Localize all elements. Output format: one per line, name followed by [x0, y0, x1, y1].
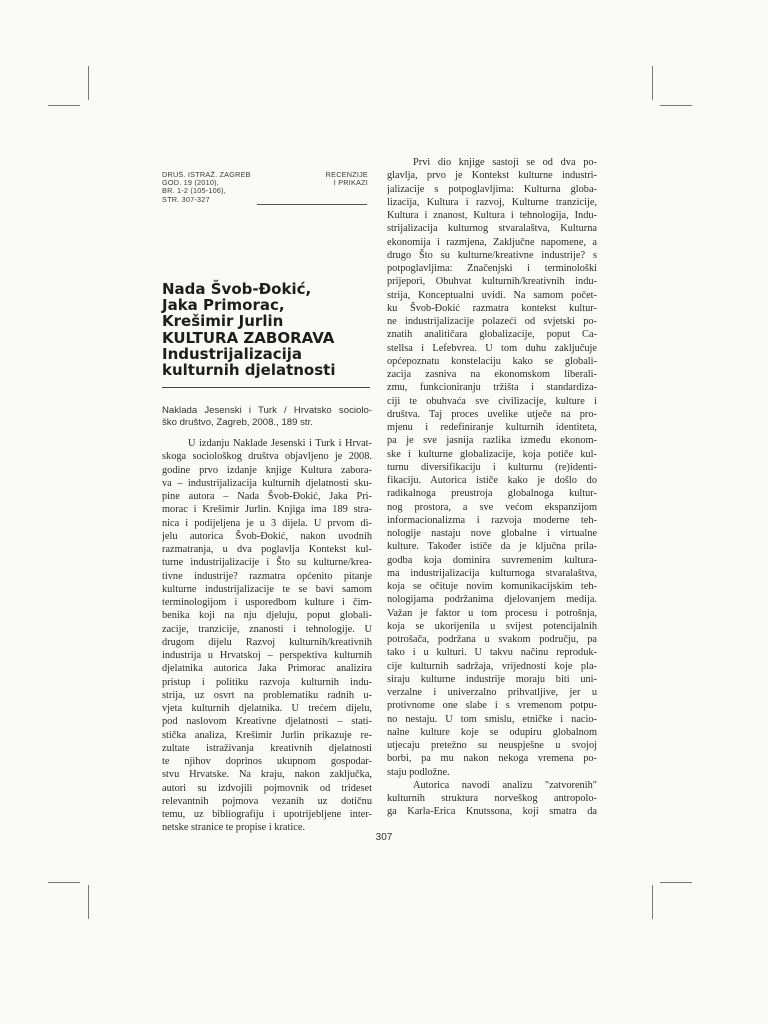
text-line: stvu Hrvatske. Na kraju, nakon zaključka, — [162, 769, 372, 781]
text-line: ku Švob-Đokić razmatra kontekst kultur- — [387, 302, 597, 314]
text-line: terminologijom i usporedbom kulture i čim- — [162, 597, 372, 608]
text-line: verzalne i univerzalno prihvatljive, jer u — [387, 687, 597, 698]
title-line: Jaka Primorac, — [162, 296, 285, 315]
text-line: turnu diversifikaciju i kulturnu (re)identi- — [387, 461, 597, 473]
text-line: potrošača, podržana u svakom području, pa — [387, 634, 597, 645]
text-line: stellsa i Lefebvrea. U tom duhu zaključuje — [387, 342, 597, 354]
text-line: prijepori, Obuhvat kulturnih/kreativnih indu- — [387, 276, 597, 288]
text-line: radikalnoga preustroja globalnoga kultur- — [387, 488, 597, 500]
text-line: staju podložne. — [387, 766, 450, 778]
crop-mark — [48, 882, 80, 883]
text-line: siraju kulturne industrije moraju biti uni- — [387, 673, 597, 685]
text-line: relevantnih pojmova vezanih uz dotičnu — [162, 795, 372, 807]
text-line: koja se očituje novim komunikacijskim teh- — [387, 581, 597, 592]
publication-info — [162, 405, 372, 428]
text-line: morac i Krešimir Jurlin. Knjiga ima 189 stra- — [162, 504, 372, 516]
text-line: znatih analitičara globalizacije, poput Ca- — [387, 329, 597, 341]
text-line: godine prvo izdanje knjige Kultura zabora- — [162, 464, 372, 476]
text-line: zacija zasniva na ekonomskom liberali- — [387, 369, 597, 380]
text-line: ske i kulturne globalizacije, koja potiče kul- — [387, 448, 597, 460]
title-line: Krešimir Jurlin — [162, 312, 284, 331]
text-line: industrija u Hrvatskoj – perspektiva kulturnih — [162, 650, 372, 661]
review-title — [162, 281, 372, 378]
text-line: te njihov doprinos ukupnom gospodar- — [162, 756, 372, 767]
text-line: strija, Konceptualni uvidi. Na samom počet- — [387, 289, 597, 301]
text-line: benika koji na nju djeluju, poput globali- — [162, 610, 372, 622]
title-line: kulturnih djelatnosti — [162, 361, 336, 380]
text-line: ma industrijalizacija kulturnoga stvaralaštva, — [387, 567, 597, 579]
text-line: kulture. Također ističe da je ključna prila- — [387, 541, 597, 553]
text-line: mjenu i redefiniranje kulturnih identiteta, — [387, 422, 597, 433]
journal-info-line: STR. 307-327 — [162, 195, 210, 204]
text-line: turne industrijalizacije i Što su kulturne/krea- — [162, 557, 372, 569]
journal-info — [162, 171, 282, 204]
text-line: ga Karla-Erica Knutssona, koji smatra da — [387, 806, 597, 818]
text-line: nologijama podržanima djelovanjem medija. — [387, 594, 597, 606]
section-label-line: RECENZIJE — [325, 170, 368, 179]
title-line: Nada Švob-Đokić, — [162, 280, 312, 298]
text-line: općepoznatu konstelaciju kako se globali- — [387, 355, 597, 367]
text-line: pristup i politiku razvoja kulturnih indu- — [162, 676, 372, 688]
text-line: ekonomija i razmjena, Zaključne napomene, a — [387, 236, 597, 248]
text-line: jalizacije s potpoglavljima: Kulturna globa- — [387, 183, 597, 195]
text-line: drugom dijelu Razvoj kulturnih/kreativnih — [162, 636, 372, 648]
text-line: ne industrijalizacije polazeći od svjetski po- — [387, 316, 597, 327]
text-line: jelu autorica Švob-Đokić, nakon uvodnih — [162, 530, 372, 542]
text-line: kulturnih struktura norveškog antropolo- — [387, 793, 597, 804]
title-line: Industrijalizacija — [162, 344, 303, 363]
text-line: ciji te obuhvaća sve civilizacije, kulture i — [387, 395, 597, 407]
text-line: tako i u kulturi. U takvu načinu reproduk- — [387, 647, 597, 659]
text-line: vjeta kulturnih djelatnika. U trećem dijelu, — [162, 703, 372, 714]
text-line: U izdanju Naklade Jesenski i Turk i Hrvat- — [188, 438, 372, 449]
text-line: nica i podijeljena je u 3 dijela. U prvom di- — [162, 517, 372, 529]
title-rule — [162, 387, 370, 388]
text-line: godba koja dominira suvremenim kultura- — [387, 554, 597, 566]
text-line: glavlja, prvo je Kontekst kulturne industri- — [387, 170, 597, 182]
text-line: razmatranja, u dva poglavlja Kontekst kul- — [162, 544, 372, 555]
text-line: borbi, pa mu nakon nekoga vremena po- — [387, 753, 597, 765]
text-line: fikaciju. Autorica ističe kako je došlo do — [387, 475, 597, 486]
journal-info-line: DRUŠ. ISTRAŽ. ZAGREB — [162, 171, 251, 179]
text-line: tivne industrije? razmatra općenito pitanje — [162, 570, 372, 582]
text-line: Prvi dio knjige sastoji se od dva po- — [413, 157, 597, 168]
journal-info-line: BR. 1-2 (105-106), — [162, 187, 227, 196]
text-line: utjecaju pretežno su neuspješne u svojoj — [387, 740, 597, 751]
text-line: zmu, funkcioniranju tržišta i standardiza- — [387, 382, 597, 394]
text-line: zacije, tranzicije, znanosti i tehnologije. U — [162, 623, 372, 635]
text-line: skoga sociološkog društva objavljeno je 2008. — [162, 451, 372, 463]
text-line: stička analiza, Krešimir Jurlin prikazuje re- — [162, 729, 372, 741]
text-line: protivnome one slabe i s vremenom potpu- — [387, 700, 597, 712]
crop-mark — [660, 882, 692, 883]
text-line: no nestaju. U tom smislu, etničke i nacio- — [387, 713, 597, 725]
text-line: djelatnika autorica Jaka Primorac analizira — [162, 663, 372, 675]
text-line: va – industrijalizacija kulturnih djelatnosti sku- — [162, 477, 372, 489]
text-line: strija, uz osvrt na problematiku radnih u- — [162, 689, 372, 701]
publication-line: ško društvo, Zagreb, 2008., 189 str. — [162, 416, 313, 428]
crop-mark — [88, 885, 89, 919]
section-label-line: I PRIKAZI — [333, 178, 368, 188]
crop-mark — [652, 885, 653, 919]
text-line: potpoglavljima: Značenjski i terminološki — [387, 263, 597, 274]
text-line: koja se ukorijenila u svijest potencijalnih — [387, 620, 597, 632]
crop-mark — [652, 66, 653, 100]
text-line: lizacija, Kultura i razvoj, Kulturne tranzicije, — [387, 196, 597, 208]
text-line: Kultura i znanost, Kultura i tehnologija, Indu- — [387, 210, 597, 221]
text-line: autori su izdvojili pojmovnik od trideset — [162, 782, 372, 794]
header-rule — [257, 204, 367, 205]
page-number: 307 — [375, 832, 393, 843]
section-label — [318, 171, 368, 187]
text-line: drugo Što su kulturne/kreativne industrije? s — [387, 249, 597, 261]
publication-line: Naklada Jesenski i Turk / Hrvatsko sociolo- — [162, 405, 372, 416]
text-line: zultate istraživanja kreativnih djelatnosti — [162, 742, 372, 754]
text-line: nologije nastaju nove globalne i virtualne — [387, 528, 597, 539]
right-column — [387, 156, 597, 819]
text-line: kulturne industrijalizacije te se bavi samom — [162, 583, 372, 595]
crop-mark — [660, 105, 692, 106]
text-line: nalne kulture koje se odupiru globalnom — [387, 726, 597, 738]
text-line: temu, uz bibliografiju i upotrijebljene inter- — [162, 809, 372, 820]
text-line: nog prostora, a sve većom ekspanzijom — [387, 501, 597, 513]
text-line: netske stranice te propise i kratice. — [162, 822, 306, 834]
left-column — [162, 437, 372, 835]
journal-info-line: GOD. 19 (2010), — [162, 179, 219, 188]
paragraph — [387, 156, 597, 779]
paragraph — [387, 779, 597, 819]
crop-mark — [88, 66, 89, 100]
text-line: strijalizacija kulturnog stvaralaštva, Kulturna — [387, 223, 597, 235]
text-line: informacionalizma i razvoja moderne teh- — [387, 514, 597, 526]
text-line: cije kulturnih sadržaja, vrijednosti koje pla- — [387, 660, 597, 672]
text-line: pa je sve jasnija razlika između ekonom- — [387, 435, 597, 447]
title-line: KULTURA ZABORAVA — [162, 328, 335, 347]
text-line: pine autora – Nada Švob-Đokić, Jaka Pri- — [162, 491, 372, 502]
text-line: pod naslovom Kreativne djelatnosti – stati- — [162, 716, 372, 728]
text-line: društva. Taj proces uvelike utječe na pro- — [387, 408, 597, 420]
text-line: Važan je faktor u tom procesu i potrošnja, — [387, 607, 597, 619]
text-line: Autorica navodi analizu "zatvorenih" — [413, 779, 597, 791]
crop-mark — [48, 105, 80, 106]
paragraph — [162, 437, 372, 835]
